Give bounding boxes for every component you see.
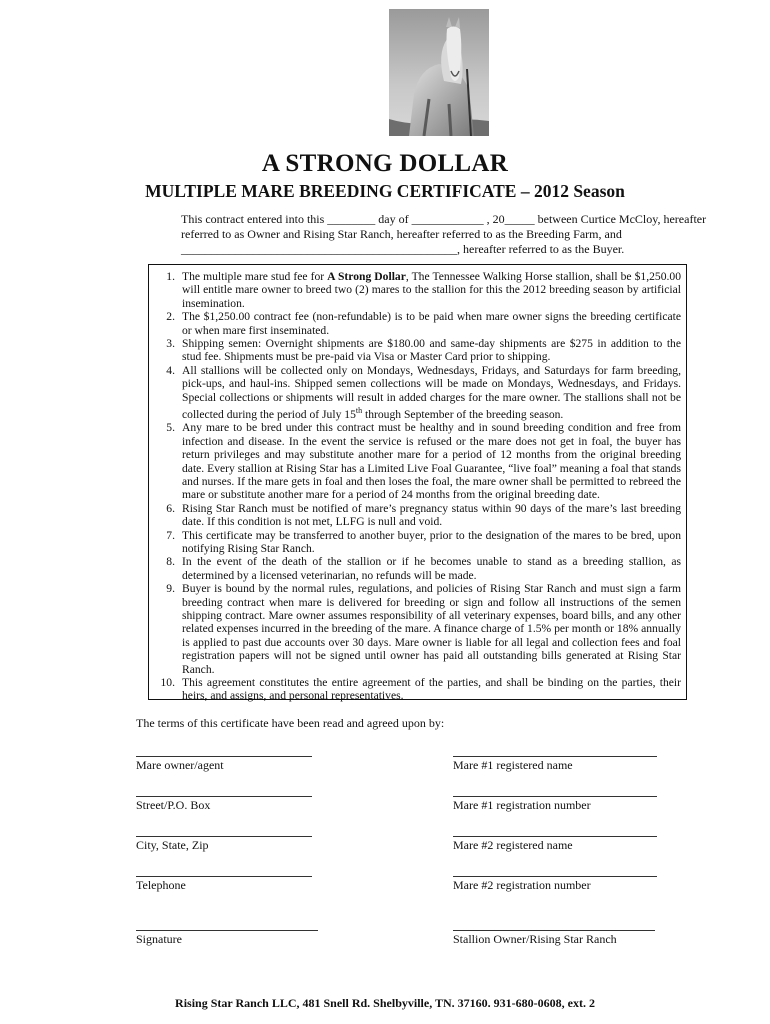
term-text: In the event of the death of the stallion or if he becomes unable to stand as a breeding stallion, as determined by a licensed veterinarian, no refunds will be made. — [182, 555, 681, 582]
mare1-registration-line[interactable] — [453, 796, 657, 797]
mare1-registration-label: Mare #1 registration number — [453, 798, 591, 812]
term-number: 8. — [166, 555, 175, 569]
telephone-label: Telephone — [136, 878, 186, 892]
term-item — [157, 555, 681, 582]
certificate-title: A STRONG DOLLAR — [261, 150, 509, 177]
superscript: th — [355, 406, 363, 416]
term-item — [157, 529, 681, 556]
term-text: Buyer is bound by the normal rules, regulations, and policies of Rising Star Ranch and must sign a farm breeding contract when mare is delivered for breeding or sign and follow all instructions of the semen shipping contract. Mare owner assumes responsibility of all veterinary expenses, board bills, and any other related expenses incurred in the breeding of the mare. A finance charge of 1.5% per month or 18% annually is applied to past due accounts over 30 days. Mare owner is liable for all legal and collection fees and foal registration papers will not be signed until owner has paid all outstanding bills generated at Rising Star Ranch. — [182, 582, 681, 676]
term-item — [157, 502, 681, 529]
telephone-line[interactable] — [136, 876, 312, 877]
term-number: 2. — [166, 310, 175, 324]
term-text: , The Tennessee Walking Horse stallion, shall be $1,250.00 will entitle mare owner to breed two (2) mares to the stallion for this the 2012 breeding season by artificial insemination. — [182, 270, 681, 310]
term-text: This certificate may be transferred to another buyer, prior to the designation of the mares to be bred, upon notifying Rising Star Ranch. — [182, 528, 681, 555]
term-number: 7. — [166, 528, 175, 542]
footer-contact: Rising Star Ranch LLC, 481 Snell Rd. Shelbyville, TN. 37160. 931-680-0608, ext. 2 — [175, 996, 595, 1010]
term-text: All stallions will be collected only on Mondays, Wednesdays, Fridays, and Saturdays for farm breeding, pick-ups, and haul-ins. Shipped semen collections will be made on Mondays, Wednesdays, and Fridays. Special collections or shipments will result in added charges for the mare owner. The stallions shall not be collected during the period of July 15 — [182, 363, 681, 421]
contract-intro — [181, 212, 707, 258]
mare-owner-label: Mare owner/agent — [136, 758, 224, 772]
term-text: through September of the breeding season. — [362, 407, 564, 421]
city-state-zip-line[interactable] — [136, 836, 312, 837]
term-text: Rising Star Ranch must be notified of mare’s pregnancy status within 90 days of the mare’s last breeding date. If this condition is not met, LLFG is null and void. — [182, 501, 681, 529]
stallion-name: A Strong Dollar — [327, 270, 406, 283]
signature-label: Signature — [136, 932, 182, 946]
mare2-registration-label: Mare #2 registration number — [453, 878, 591, 892]
mare2-name-label: Mare #2 registered name — [453, 838, 573, 852]
term-text: Shipping semen: Overnight shipments are $180.00 and same-day shipments are $275 in addition to the stud fee. Shipments must be pre-paid via Visa or Master Card prior to shipping. — [182, 337, 681, 364]
term-text: The multiple mare stud fee for — [182, 270, 328, 283]
mare1-name-label: Mare #1 registered name — [453, 758, 573, 772]
term-item — [157, 364, 681, 421]
term-text: Any mare to be bred under this contract must be healthy and in sound breeding condition and free from infection and disease. In the event the service is refused or the mare does not get in foal, the buyer has return privileges and may substitute another mare for a period of 12 months from the original breeding date. Every stallion at Rising Star has a Limited Live Foal Guarantee, “live foal” meaning a foal that stands and nurses. If the mare gets in foal and then loses the foal, the mare owner shall be permitted to rebreed the mare or substitute another mare for a period of 24 months from the original breeding date. — [182, 421, 681, 502]
term-number: 10. — [160, 676, 175, 690]
term-number: 4. — [166, 363, 175, 377]
term-item — [157, 676, 681, 703]
mare1-name-line[interactable] — [453, 756, 657, 757]
term-item — [157, 337, 681, 364]
horse-photo — [389, 9, 489, 136]
intro-line: ______________________________________________, hereafter referred to as the Buyer. — [181, 242, 625, 257]
intro-line: referred to as Owner and Rising Star Ranch, hereafter referred to as the Breeding Farm, and — [181, 227, 622, 242]
term-number: 3. — [166, 337, 175, 351]
terms-box — [148, 264, 687, 703]
term-item — [157, 270, 681, 310]
city-state-zip-label: City, State, Zip — [136, 838, 209, 852]
agreement-statement: The terms of this certificate have been read and agreed upon by: — [136, 716, 445, 730]
certificate-subtitle: MULTIPLE MARE BREEDING CERTIFICATE – 2012 Season — [145, 181, 625, 201]
mare2-name-line[interactable] — [453, 836, 657, 837]
term-number: 1. — [166, 270, 175, 283]
term-item — [157, 310, 681, 337]
mare2-registration-line[interactable] — [453, 876, 657, 877]
stallion-owner-label: Stallion Owner/Rising Star Ranch — [453, 932, 617, 946]
mare-owner-line[interactable] — [136, 756, 312, 757]
term-text: This agreement constitutes the entire agreement of the parties, and shall be binding on the parties, their heirs, and assigns, and personal representatives. — [182, 676, 681, 703]
signature-line[interactable] — [136, 930, 318, 931]
terms-list — [157, 270, 681, 703]
term-text: The $1,250.00 contract fee (non-refundable) is to be paid when mare owner signs the breeding certificate or when mare first inseminated. — [182, 310, 681, 337]
term-number: 5. — [166, 421, 175, 435]
street-line[interactable] — [136, 796, 312, 797]
term-number: 9. — [166, 582, 175, 596]
stallion-owner-line[interactable] — [453, 930, 655, 931]
term-item — [157, 421, 681, 501]
street-label: Street/P.O. Box — [136, 798, 211, 812]
intro-line: This contract entered into this ________ day of ____________ , 20_____ between Curtice McCloy, hereafter — [181, 212, 707, 226]
term-item — [157, 582, 681, 676]
term-number: 6. — [166, 501, 175, 515]
